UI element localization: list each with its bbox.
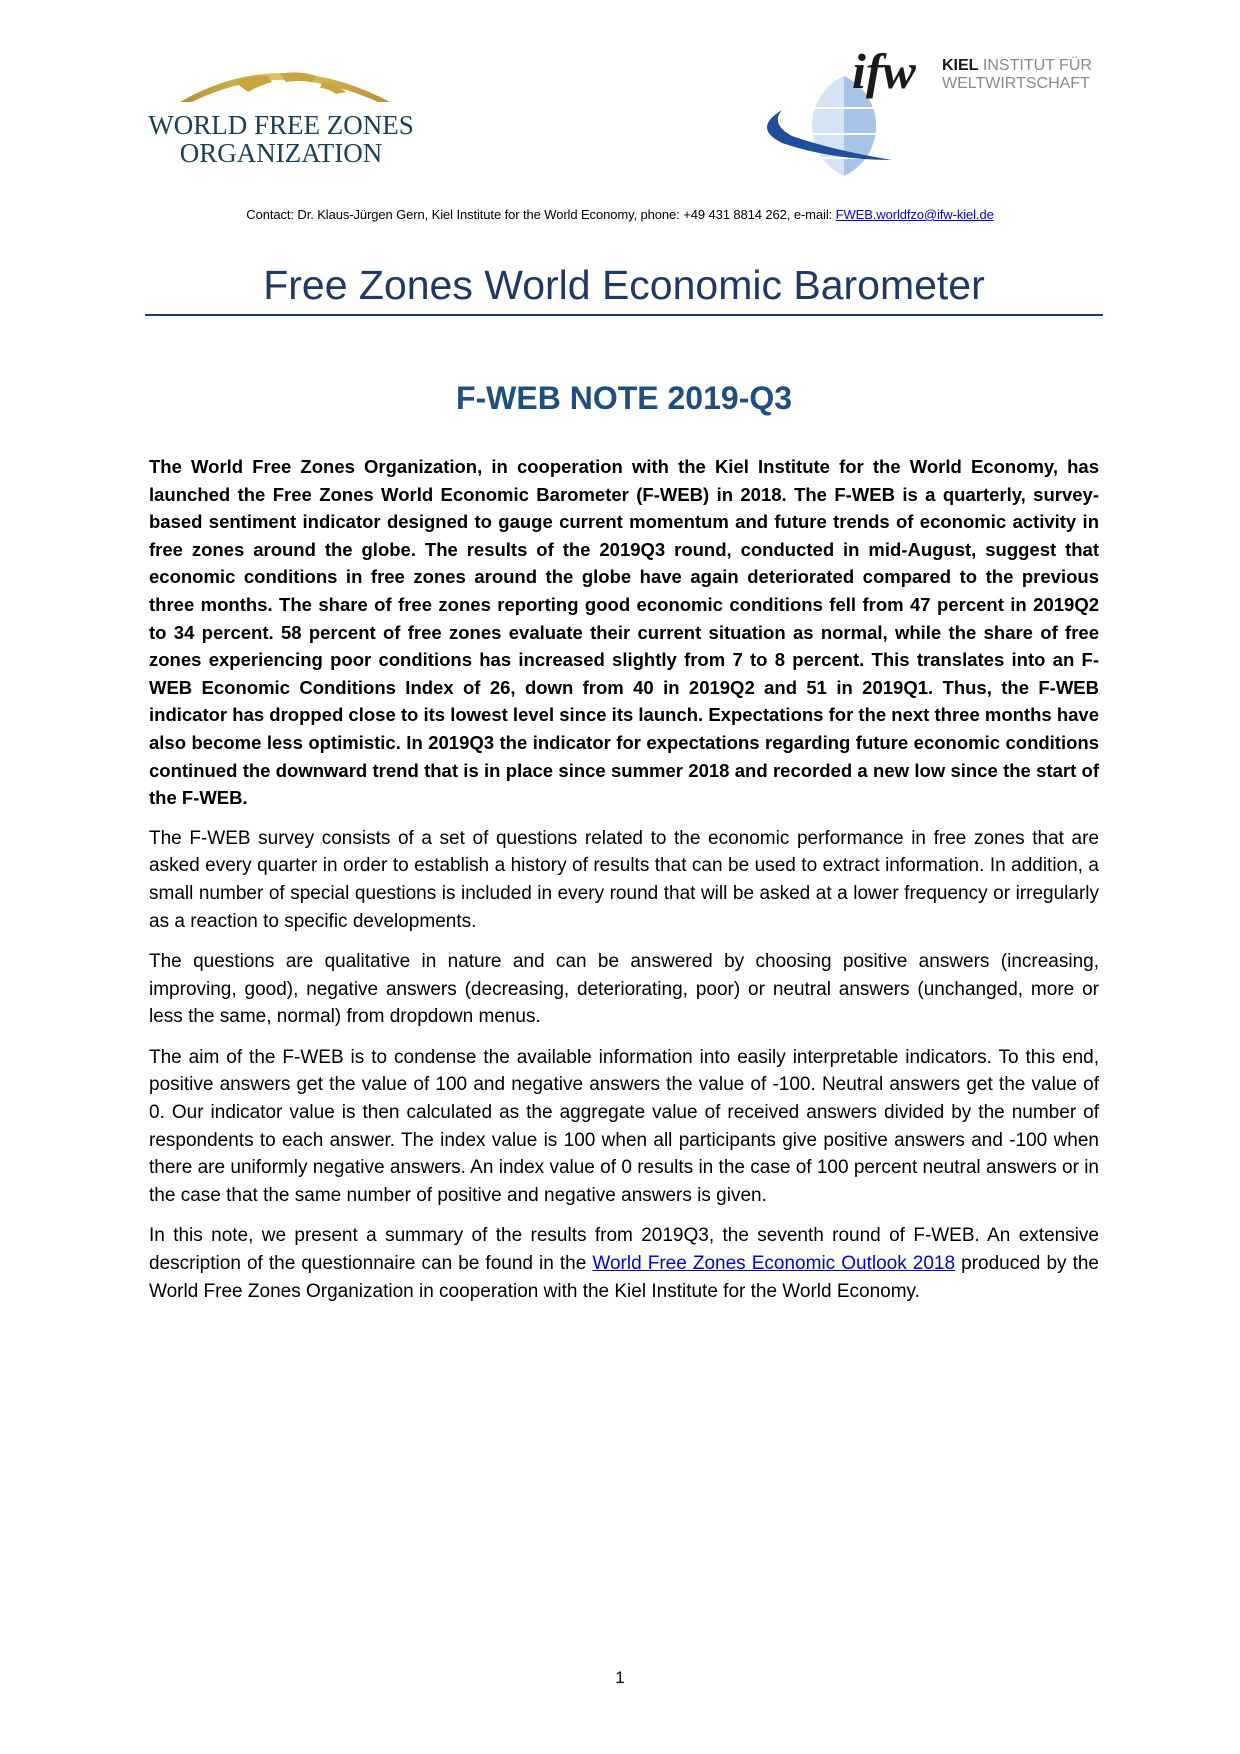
lead-paragraph: The World Free Zones Organization, in cooperation with the Kiel Institute for the World Economy, has launched the Free Zones World Economic Barometer (F-WEB) in 2018. The F-WEB is a quarterly, survey-based sentiment indicator designed to gauge current momentum and future trends of economic activity in free zones around the globe. The results of the 2019Q3 round, conducted in mid-August, suggest that economic conditions in free zones around the globe have again deteriorated compared to the previous three months. The share of free zones reporting good economic conditions fell from 47 percent in 2019Q2 to 34 percent. 58 percent of free zones evaluate their current situation as normal, while the share of free zones experiencing poor conditions has increased slightly from 7 to 8 percent. This translates into an F-WEB Economic Conditions Index of 26, down from 40 in 2019Q2 and 51 in 2019Q1. Thus, the F-WEB indicator has dropped close to its lowest level since its launch. Expectations for the next three months have also become less optimistic. In 2019Q3 the indicator for expectations regarding future economic conditions continued the downward trend that is in place since summer 2018 and recorded a new low since the start of the F-WEB.: [149, 456, 1099, 809]
contact-text: Contact: Dr. Klaus-Jürgen Gern, Kiel Institute for the World Economy, phone: +49 431 8814 262, e-mail:: [246, 207, 836, 222]
note-title: F-WEB NOTE 2019-Q3: [455, 380, 793, 416]
contact-line: [0, 207, 1240, 222]
paragraph-survey: The F-WEB survey consists of a set of questions related to the economic performance in free zones that are asked every quarter in order to establish a history of results that can be used to extract information. In addition, a small number of special questions is included in every round that will be asked at a lower frequency or irregularly as a reaction to specific developments.: [149, 827, 1099, 932]
svg-text:WELTWIRTSCHAFT: WELTWIRTSCHAFT: [942, 75, 1090, 92]
paragraph-questions: The questions are qualitative in nature and can be answered by choosing positive answers (increasing, improving, good), negative answers (decreasing, deteriorating, poor) or neutral answers (unchanged, more or less the same, normal) from dropdown menus.: [149, 951, 1099, 1028]
document-body: [149, 453, 1099, 1318]
summary-text-before: In this note, we present a summary of the results from 2019Q3, the seventh round of F-WEB. An extensive description of the questionnaire can be found in the: [149, 1225, 1099, 1275]
svg-text:KIEL INSTITUT FÜR: KIEL INSTITUT FÜR: [942, 57, 1092, 74]
wfzo-logo: [140, 52, 422, 180]
outlook-report-link[interactable]: World Free Zones Economic Outlook 2018: [592, 1253, 956, 1275]
contact-email-link[interactable]: FWEB.worldfzo@ifw-kiel.de: [835, 207, 994, 222]
page-title: Free Zones World Economic Barometer: [263, 262, 985, 308]
page-number: 1: [615, 1668, 625, 1687]
paragraph-summary: [149, 1222, 1099, 1305]
svg-text:WORLD FREE ZONES: WORLD FREE ZONES: [148, 110, 414, 140]
svg-text:ifw: ifw: [852, 48, 916, 99]
paragraph-aim: The aim of the F-WEB is to condense the available information into easily interpretable indicators. To this end, positive answers get the value of 100 and negative answers the value of -100. Neutral answers get the value of 0. Our indicator value is then calculated as the aggregate value of received answers divided by the number of respondents to each answer. The index value is 100 when all participants give positive answers and -100 when there are uniformly negative answers. An index value of 0 results in the case of 100 percent neutral answers or in the case that the same number of positive and negative answers is given.: [149, 1046, 1099, 1206]
ifw-globe-icon: [752, 48, 1112, 178]
svg-text:ORGANIZATION: ORGANIZATION: [179, 138, 383, 168]
ifw-logo: [752, 48, 1112, 178]
globe-arch-icon: [140, 52, 422, 180]
summary-text-after: produced by the World Free Zones Organization in cooperation with the Kiel Institute for the World Economy.: [149, 1253, 1100, 1302]
title-divider: [145, 314, 1103, 316]
